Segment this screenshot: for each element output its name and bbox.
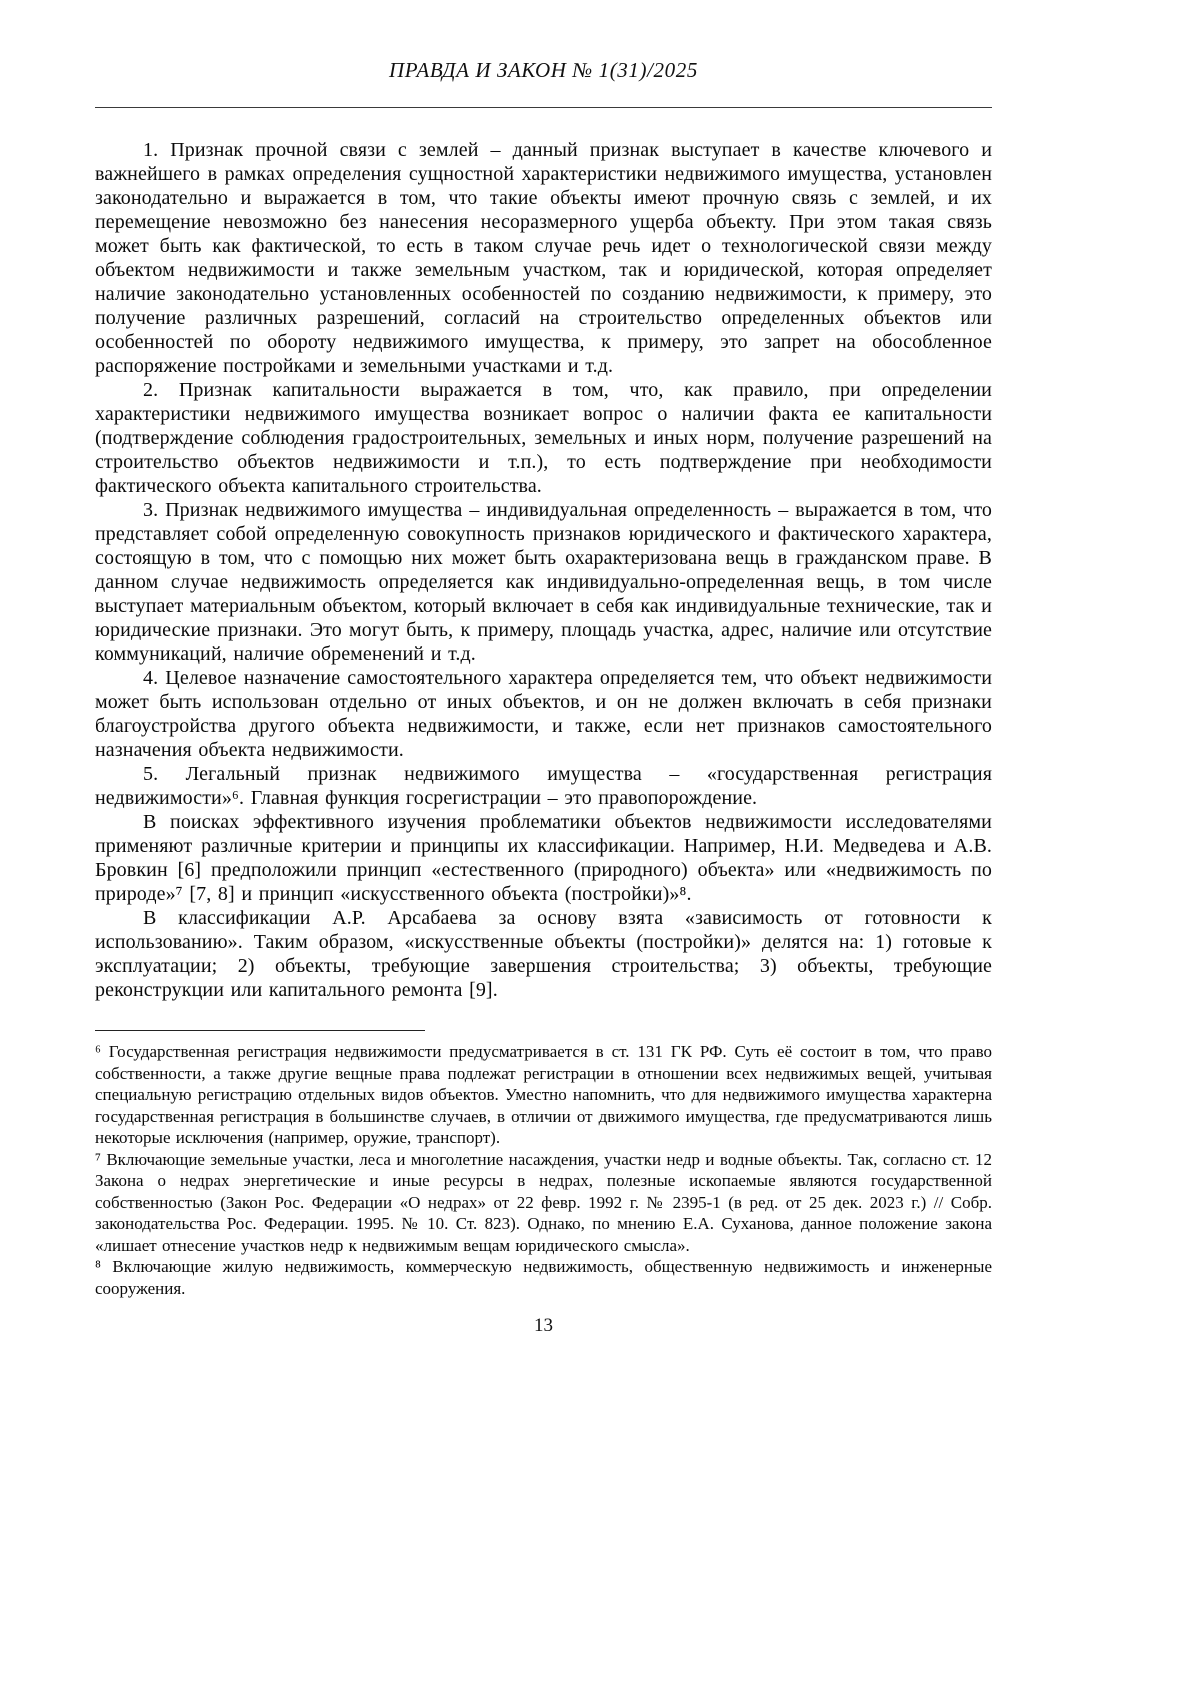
body-paragraph: 1. Признак прочной связи с землей – данный признак выступает в качестве ключевого и важнейшего в рамках определения сущностной характеристики недвижимого имущества, установлен законодательно и выражается в том, что такие объекты имеют прочную связь с землей, и их перемещение невозможно без нанесения несоразмерного ущерба объекту. При этом такая связь может быть как фактической, то есть в таком случае речь идет о технологической связи между объектом недвижимости и также земельным участком, так и юридической, которая определяет наличие законодательно установленных особенностей по созданию недвижимости, к примеру, это получение различных разрешений, согласий на строительство определенных объектов или особенностей по обороту недвижимого имущества, к примеру, это запрет на обособленное распоряжение постройками и земельными участками и т.д. xyxy=(95,139,992,377)
journal-header xyxy=(95,58,992,108)
footnote: ⁶ Государственная регистрация недвижимости предусматривается в ст. 131 ГК РФ. Суть её состоит в том, что право собственности, а также другие вещные права подлежат регистрации в отношении всех недвижимых вещей, учитывая специальную регистрацию отдельных видов объектов. Уместно напомнить, что для недвижимого имущества характерна государственная регистрация в большинстве случаев, в отличии от движимого имущества, где предусматриваются лишь некоторые исключения (например, оружие, транспорт). xyxy=(95,1042,992,1147)
footnote: ⁷ Включающие земельные участки, леса и многолетние насаждения, участки недр и водные объекты. Так, согласно ст. 12 Закона о недрах энергетические и иные ресурсы в недрах, полезные ископаемые являются государственной собственностью (Закон Рос. Федерации «О недрах» от 22 февр. 1992 г. № 2395-1 (в ред. от 25 дек. 2023 г.) // Собр. законодательства Рос. Федерации. 1995. № 10. Ст. 823). Однако, по мнению Е.А. Суханова, данное положение закона «лишает отнесение участков недр к недвижимым вещам юридического смысла». xyxy=(95,1149,992,1255)
header-rule xyxy=(95,107,992,108)
article-body xyxy=(95,138,992,1002)
footnotes-section xyxy=(95,1041,992,1299)
body-paragraph: 4. Целевое назначение самостоятельного характера определяется тем, что объект недвижимости может быть использован отдельно от иных объектов, и он не должен включать в себя признаки благоустройства другого объекта недвижимости, и также, если нет признаков самостоятельного назначения объекта недвижимости. xyxy=(95,667,992,761)
body-paragraph: В поисках эффективного изучения проблематики объектов недвижимости исследователями применяют различные критерии и принципы их классификации. Например, Н.И. Медведева и А.В. Бровкин [6] предположили принцип «естественного (природного) объекта» или «недвижимость по природе»⁷ [7, 8] и принцип «искусственного объекта (постройки)»⁸. xyxy=(95,811,992,905)
body-paragraph: 5. Легальный признак недвижимого имущества – «государственная регистрация недвижимости»⁶. Главная функция госрегистрации – это правопорождение. xyxy=(95,763,992,809)
footnote: ⁸ Включающие жилую недвижимость, коммерческую недвижимость, общественную недвижимость и инженерные сооружения. xyxy=(95,1257,992,1298)
journal-title: ПРАВДА И ЗАКОН № 1(31)/2025 xyxy=(389,58,698,82)
page-number: 13 xyxy=(534,1315,553,1336)
body-paragraph: 2. Признак капитальности выражается в том, что, как правило, при определении характеристики недвижимого имущества возникает вопрос о наличии факта ее капитальности (подтверждение соблюдения градостроительных, земельных и иных норм, получение разрешений на строительство объектов недвижимости и т.п.), то есть подтверждение при необходимости фактического объекта капитального строительства. xyxy=(95,379,992,497)
body-paragraph: В классификации А.Р. Арсабаева за основу взята «зависимость от готовности к использованию». Таким образом, «искусственные объекты (постройки)» делятся на: 1) готовые к эксплуатации; 2) объекты, требующие завершения строительства; 3) объекты, требующие реконструкции или капитального ремонта [9]. xyxy=(95,907,992,1001)
body-paragraph: 3. Признак недвижимого имущества – индивидуальная определенность – выражается в том, что представляет собой определенную совокупность признаков юридического и фактического характера, состоящую в том, что с помощью них может быть охарактеризована вещь в гражданском праве. В данном случае недвижимость определяется как индивидуально-определенная вещь, в том числе выступает материальным объектом, который включает в себя как индивидуальные технические, так и юридические признаки. Это могут быть, к примеру, площадь участка, адрес, наличие или отсутствие коммуникаций, наличие обременений и т.д. xyxy=(95,499,992,665)
footnote-separator xyxy=(95,1030,425,1031)
